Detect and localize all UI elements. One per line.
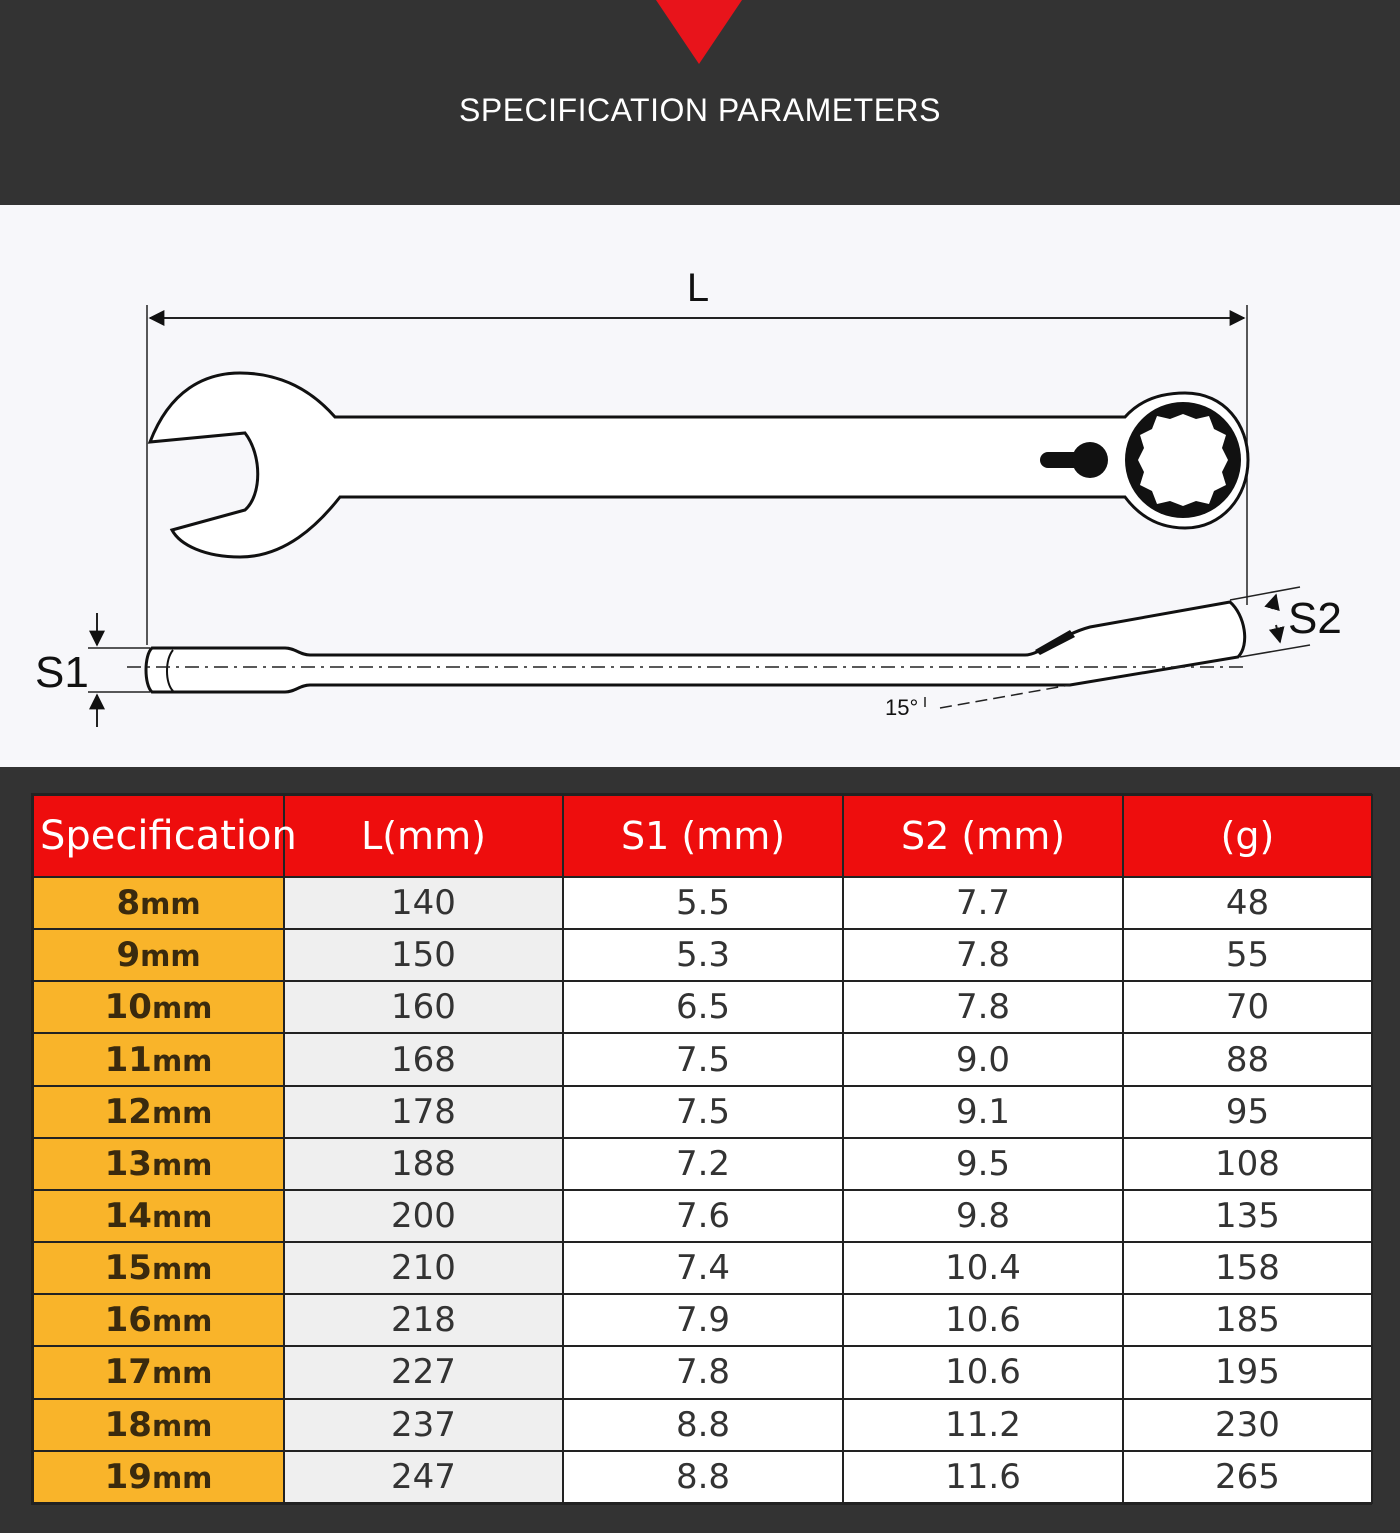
- wrench-side-view: [146, 602, 1245, 692]
- length-cell: 227: [284, 1346, 563, 1398]
- s2-cell: 9.0: [843, 1033, 1123, 1085]
- spec-cell: 13mm: [33, 1138, 284, 1190]
- length-label: L: [686, 266, 710, 310]
- spec-cell: 16mm: [33, 1294, 284, 1346]
- table-row: [33, 1294, 1372, 1346]
- length-cell: 218: [284, 1294, 563, 1346]
- table-row: [33, 1138, 1372, 1190]
- spec-cell: 14mm: [33, 1190, 284, 1242]
- s1-label: S1: [35, 648, 89, 697]
- weight-cell: 88: [1123, 1033, 1372, 1085]
- header-weight: (g): [1123, 795, 1372, 877]
- table-row: [33, 929, 1372, 981]
- spec-cell: 8mm: [33, 877, 284, 929]
- s1-cell: 7.5: [563, 1086, 843, 1138]
- length-cell: 140: [284, 877, 563, 929]
- weight-cell: 55: [1123, 929, 1372, 981]
- length-cell: 168: [284, 1033, 563, 1085]
- wrench-diagram: [0, 205, 1400, 767]
- spec-cell: 18mm: [33, 1399, 284, 1451]
- header-specification: Specification: [33, 795, 284, 877]
- weight-cell: 265: [1123, 1451, 1372, 1503]
- length-cell: 178: [284, 1086, 563, 1138]
- s2-cell: 11.6: [843, 1451, 1123, 1503]
- s1-cell: 5.3: [563, 929, 843, 981]
- s1-cell: 7.9: [563, 1294, 843, 1346]
- table-row: [33, 981, 1372, 1033]
- s2-cell: 10.6: [843, 1294, 1123, 1346]
- s1-cell: 7.5: [563, 1033, 843, 1085]
- table-row: [33, 1451, 1372, 1503]
- table-row: [33, 1086, 1372, 1138]
- s2-cell: 9.8: [843, 1190, 1123, 1242]
- length-cell: 160: [284, 981, 563, 1033]
- spec-cell: 10mm: [33, 981, 284, 1033]
- weight-cell: 185: [1123, 1294, 1372, 1346]
- weight-cell: 70: [1123, 981, 1372, 1033]
- s2-cell: 9.5: [843, 1138, 1123, 1190]
- spec-table: [32, 794, 1373, 1504]
- s1-cell: 7.6: [563, 1190, 843, 1242]
- length-cell: 150: [284, 929, 563, 981]
- length-cell: 200: [284, 1190, 563, 1242]
- s1-cell: 8.8: [563, 1451, 843, 1503]
- table-row: [33, 1346, 1372, 1398]
- weight-cell: 108: [1123, 1138, 1372, 1190]
- weight-cell: 158: [1123, 1242, 1372, 1294]
- table-row: [33, 1399, 1372, 1451]
- s2-cell: 11.2: [843, 1399, 1123, 1451]
- length-cell: 247: [284, 1451, 563, 1503]
- s1-cell: 6.5: [563, 981, 843, 1033]
- spec-table-frame: [31, 793, 1372, 1505]
- length-cell: 210: [284, 1242, 563, 1294]
- spec-cell: 11mm: [33, 1033, 284, 1085]
- s1-cell: 7.4: [563, 1242, 843, 1294]
- header-banner: [0, 0, 1400, 205]
- s2-cell: 7.7: [843, 877, 1123, 929]
- page-title: SPECIFICATION PARAMETERS: [459, 92, 941, 128]
- angle-label: 15°: [885, 695, 919, 720]
- s2-cell: 10.6: [843, 1346, 1123, 1398]
- weight-cell: 95: [1123, 1086, 1372, 1138]
- spec-cell: 12mm: [33, 1086, 284, 1138]
- header-length: L(mm): [284, 795, 563, 877]
- weight-cell: 48: [1123, 877, 1372, 929]
- spec-cell: 15mm: [33, 1242, 284, 1294]
- s2-cell: 10.4: [843, 1242, 1123, 1294]
- weight-cell: 135: [1123, 1190, 1372, 1242]
- wrench-drawing: [0, 205, 1400, 767]
- s1-cell: 7.8: [563, 1346, 843, 1398]
- table-row: [33, 1242, 1372, 1294]
- red-triangle-marker: [656, 0, 742, 64]
- spec-cell: 19mm: [33, 1451, 284, 1503]
- s2-cell: 7.8: [843, 929, 1123, 981]
- weight-cell: 195: [1123, 1346, 1372, 1398]
- length-cell: 237: [284, 1399, 563, 1451]
- s1-cell: 8.8: [563, 1399, 843, 1451]
- s2-cell: 9.1: [843, 1086, 1123, 1138]
- header-s1: S1 (mm): [563, 795, 843, 877]
- table-row: [33, 1190, 1372, 1242]
- weight-cell: 230: [1123, 1399, 1372, 1451]
- table-header-row: [33, 795, 1372, 877]
- length-cell: 188: [284, 1138, 563, 1190]
- s1-cell: 5.5: [563, 877, 843, 929]
- s2-label: S2: [1288, 594, 1342, 643]
- spec-cell: 17mm: [33, 1346, 284, 1398]
- table-row: [33, 877, 1372, 929]
- s1-cell: 7.2: [563, 1138, 843, 1190]
- spec-cell: 9mm: [33, 929, 284, 981]
- header-s2: S2 (mm): [843, 795, 1123, 877]
- table-row: [33, 1033, 1372, 1085]
- s2-cell: 7.8: [843, 981, 1123, 1033]
